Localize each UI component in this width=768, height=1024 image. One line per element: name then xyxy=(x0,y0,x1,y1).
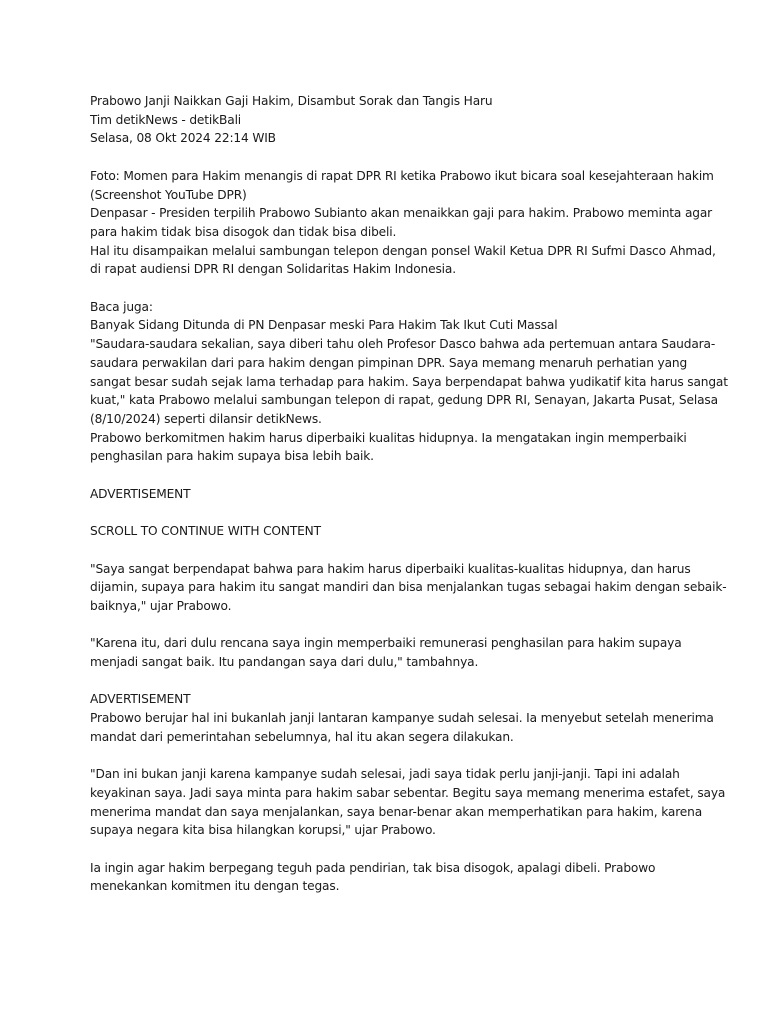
article-title: Prabowo Janji Naikkan Gaji Hakim, Disambut Sorak dan Tangis Haru xyxy=(90,94,493,108)
body-line: menerima mandat dan saya menjalankan, saya benar-benar akan memperhatikan para hakim, karena xyxy=(90,804,703,819)
body-line: penghasilan para hakim supaya bisa lebih baik. xyxy=(90,449,374,464)
body-line: "Dan ini bukan janji karena kampanye sudah selesai, jadi saya tidak perlu janji-janji. Tapi ini adalah xyxy=(90,767,680,782)
body-line: (8/10/2024) seperti dilansir detikNews. xyxy=(90,411,322,426)
body-line: "Karena itu, dari dulu rencana saya ingin memperbaiki remunerasi penghasilan para hakim supaya xyxy=(90,636,682,651)
advertisement-label: ADVERTISEMENT xyxy=(90,486,191,501)
advertisement-label: ADVERTISEMENT xyxy=(90,692,191,707)
body-line: baiknya," ujar Prabowo. xyxy=(90,598,232,613)
article-author: Tim detikNews - detikBali xyxy=(90,112,242,127)
photo-caption-line: (Screenshot YouTube DPR) xyxy=(90,187,247,202)
body-line: dijamin, supaya para hakim itu sangat mandiri dan bisa menjalankan tugas sebagai hakim dengan sebaik- xyxy=(90,580,727,595)
body-line: Prabowo berkomitmen hakim harus diperbaiki kualitas hidupnya. Ia mengatakan ingin memperbaiki xyxy=(90,430,687,445)
read-also-link[interactable]: Banyak Sidang Ditunda di PN Denpasar meski Para Hakim Tak Ikut Cuti Massal xyxy=(90,318,558,333)
body-line: supaya negara kita bisa hilangkan korupsi," ujar Prabowo. xyxy=(90,823,436,838)
body-line: saudara perwakilan dari para hakim dengan pimpinan DPR. Saya memang menaruh perhatian yang xyxy=(90,355,688,370)
intro-line: Hal itu disampaikan melalui sambungan telepon dengan ponsel Wakil Ketua DPR RI Sufmi Dasco Ahmad, xyxy=(90,243,716,258)
body-line: "Saya sangat berpendapat bahwa para hakim harus diperbaiki kualitas-kualitas hidupnya, dan harus xyxy=(90,561,691,576)
intro-line: Denpasar - Presiden terpilih Prabowo Subianto akan menaikkan gaji para hakim. Prabowo meminta agar xyxy=(90,206,713,221)
body-line: "Saudara-saudara sekalian, saya diberi tahu oleh Profesor Dasco bahwa ada pertemuan antara Saudara- xyxy=(90,337,716,352)
body-line: keyakinan saya. Jadi saya minta para hakim sabar sebentar. Begitu saya memang menerima estafet, saya xyxy=(90,785,726,800)
article-date: Selasa, 08 Okt 2024 22:14 WIB xyxy=(90,131,276,146)
body-line: kuat," kata Prabowo melalui sambungan telepon di rapat, gedung DPR RI, Senayan, Jakarta Pusat, Selasa xyxy=(90,393,718,408)
body-line: Prabowo berujar hal ini bukanlah janji lantaran kampanye sudah selesai. Ia menyebut setelah menerima xyxy=(90,711,714,726)
body-line: menjadi sangat baik. Itu pandangan saya dari dulu," tambahnya. xyxy=(90,655,479,669)
photo-caption-line: Foto: Momen para Hakim menangis di rapat DPR RI ketika Prabowo ikut bicara soal kesejahteraan hakim xyxy=(90,168,714,183)
body-line: menekankan komitmen itu dengan tegas. xyxy=(90,879,340,894)
intro-line: di rapat audiensi DPR RI dengan Solidaritas Hakim Indonesia. xyxy=(90,262,456,277)
intro-line: para hakim tidak bisa disogok dan tidak bisa dibeli. xyxy=(90,224,397,239)
body-line: mandat dari pemerintahan sebelumnya, hal itu akan segera dilakukan. xyxy=(90,729,514,744)
scroll-notice: SCROLL TO CONTINUE WITH CONTENT xyxy=(90,524,321,539)
read-also-label: Baca juga: xyxy=(90,299,153,314)
article xyxy=(90,92,728,896)
body-line: Ia ingin agar hakim berpegang teguh pada pendirian, tak bisa disogok, apalagi dibeli. Prabowo xyxy=(90,860,656,875)
body-line: sangat besar sudah sejak lama terhadap para hakim. Saya berpendapat bahwa yudikatif kita harus sangat xyxy=(90,374,728,389)
